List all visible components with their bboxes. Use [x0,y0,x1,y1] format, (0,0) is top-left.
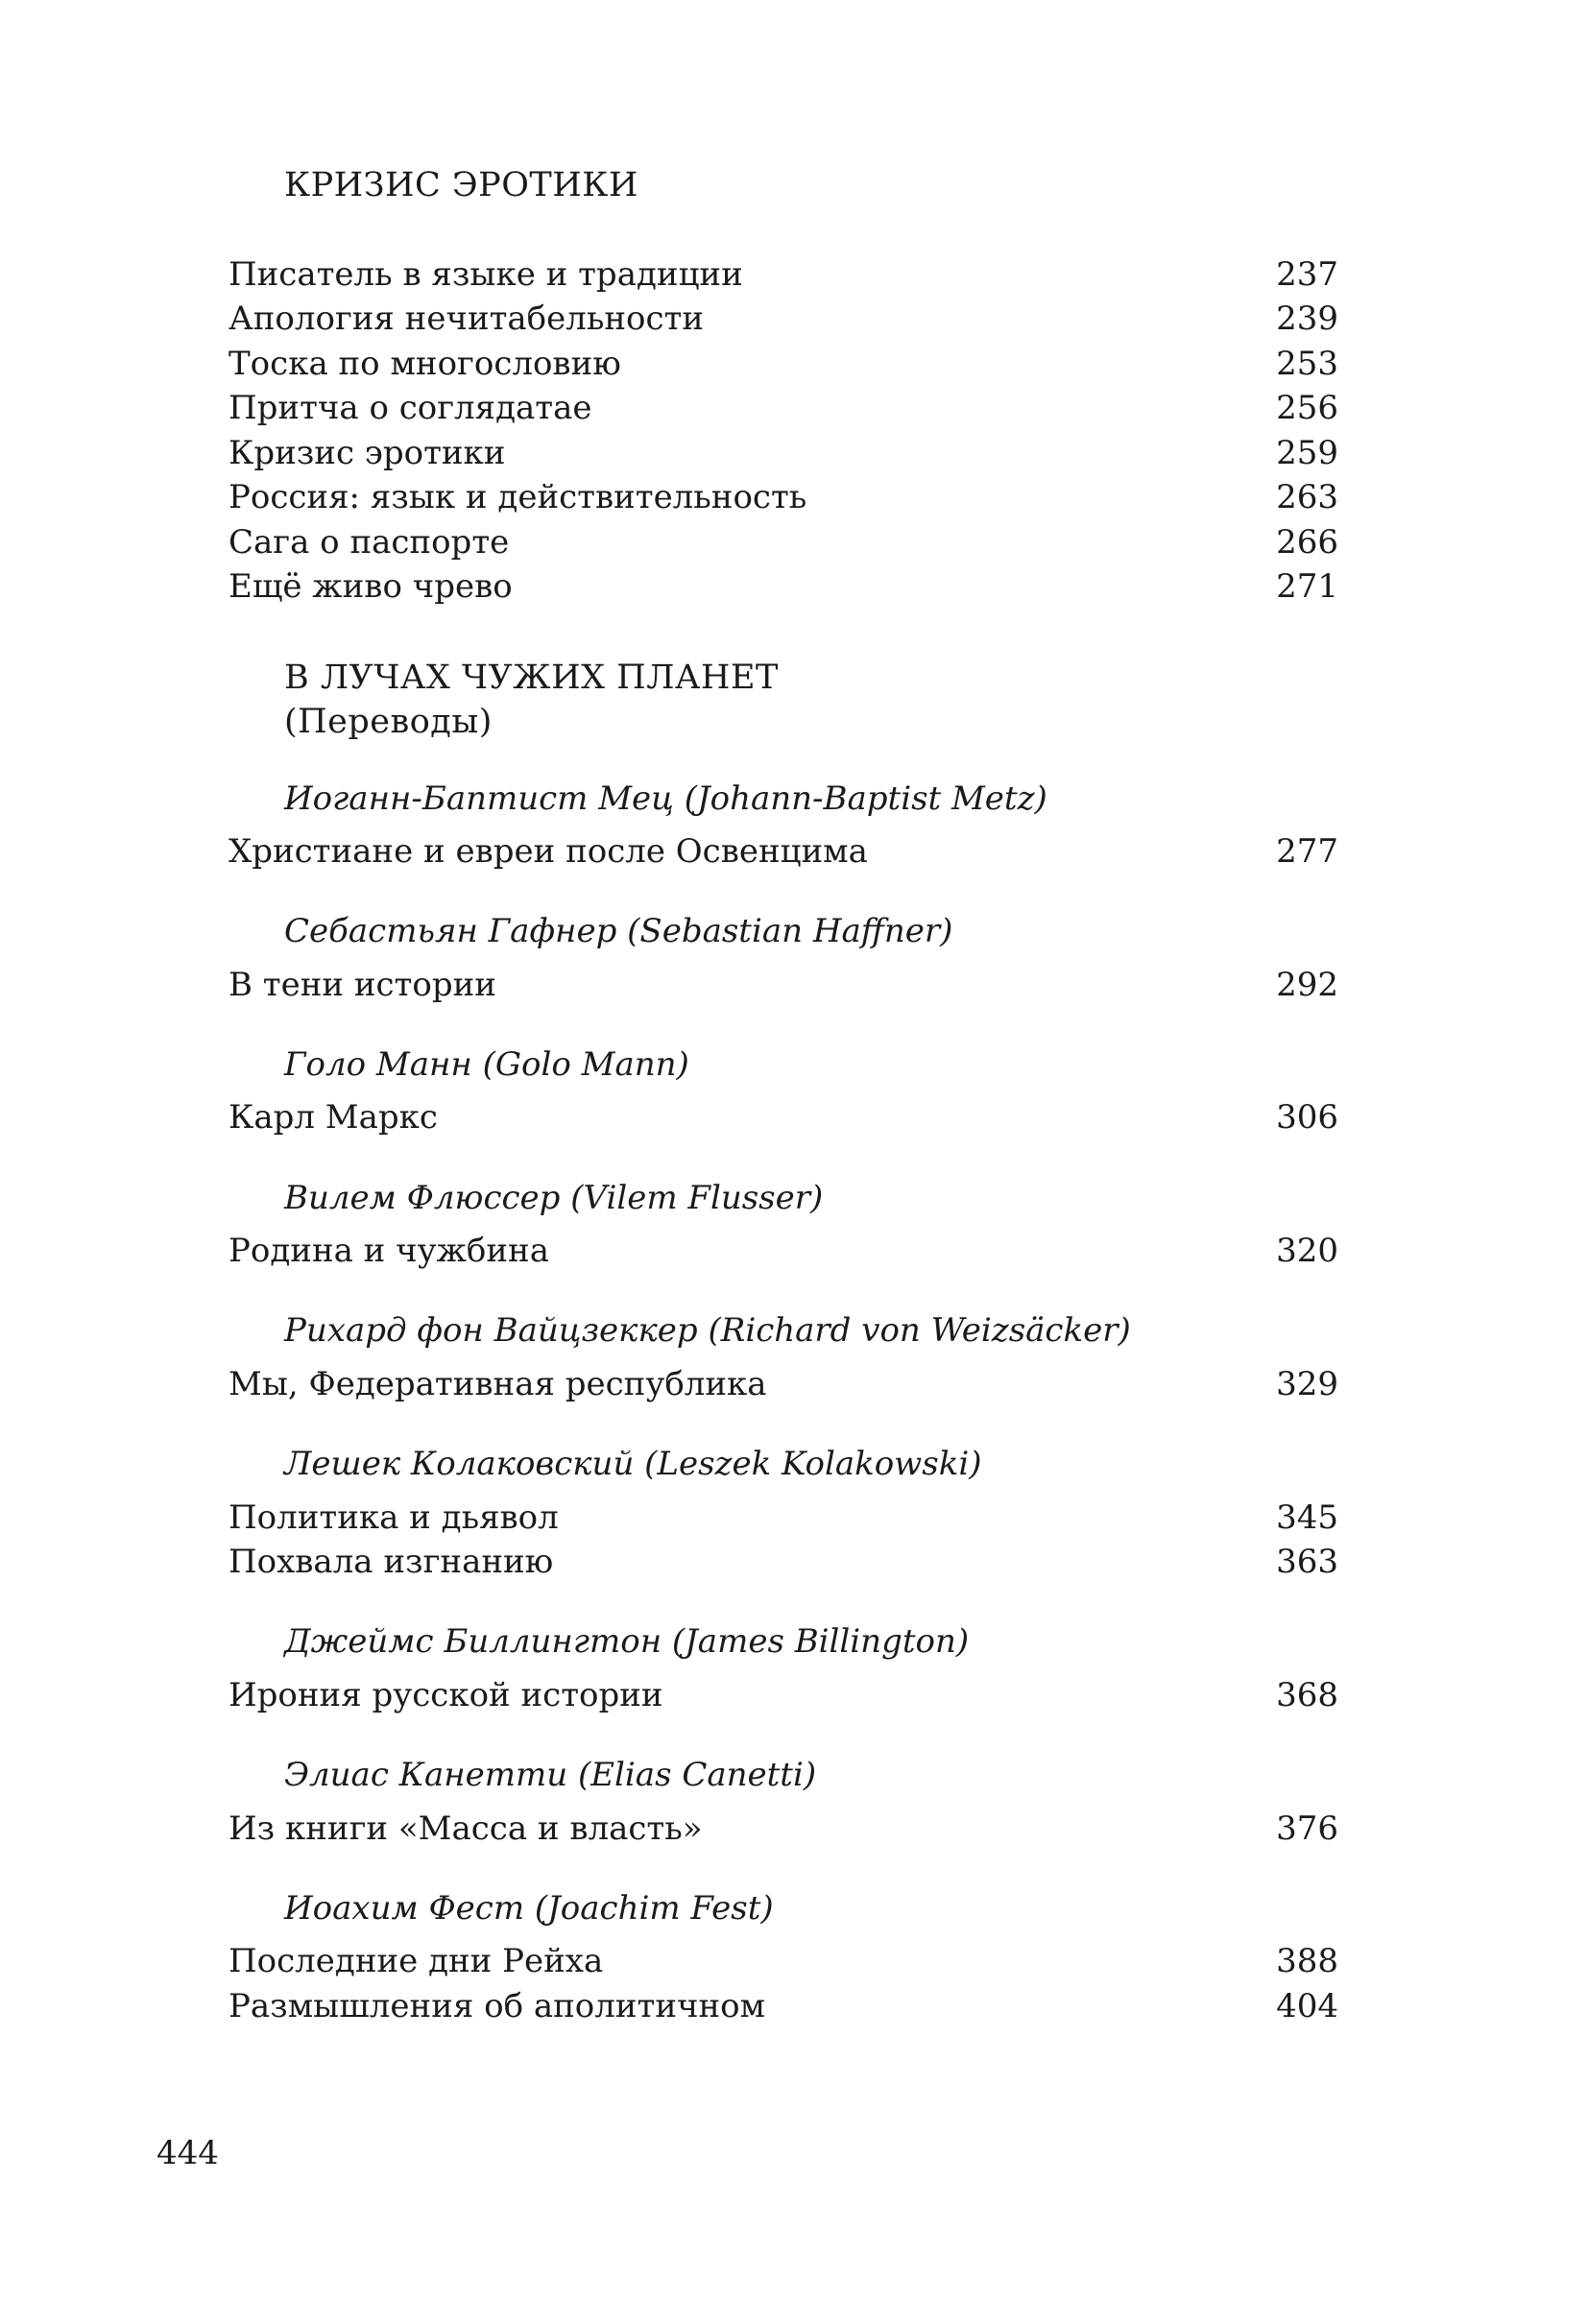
toc-entry-title: Ирония русской истории [229,1676,663,1714]
toc-entry-page: 345 [1276,1498,1338,1537]
toc-entry-title: Христиане и евреи после Освенцима [229,832,868,871]
toc-entry-title: Писатель в языке и традиции [229,255,743,294]
toc-entry-title: Апология нечитабельности [229,299,705,338]
author-name: Голо Манн (Golo Mann) [284,1045,689,1084]
toc-entry-title: В тени истории [229,966,496,1004]
toc-entry-title: Последние дни Рейха [229,1942,604,1980]
toc-entry-page: 368 [1276,1676,1338,1714]
toc-entry-title: Сага о паспорте [229,523,510,562]
toc-entry-page: 404 [1276,1987,1338,2025]
toc-entry-title: Кризис эротики [229,434,506,472]
author-name: Иоахим Фест (Joachim Fest) [284,1889,774,1928]
toc-entry-title: Ещё живо чрево [229,567,513,606]
author-name: Элиас Канетти (Elias Canetti) [284,1756,817,1794]
toc-entry-title: Мы, Федеративная республика [229,1365,767,1403]
page-number: 444 [156,2134,219,2172]
toc-entry-page: 329 [1276,1365,1338,1403]
toc-entry-title: Притча о соглядатае [229,389,592,427]
toc-entry-title: Похвала изгнанию [229,1543,554,1581]
toc-entry-title: Размышления об аполитичном [229,1987,766,2025]
toc-entry-page: 306 [1276,1098,1338,1137]
toc-entry-title: Тоска по многословию [229,345,621,383]
toc-entry-page: 263 [1276,478,1338,516]
toc-entry-title: Из книги «Масса и власть» [229,1809,703,1848]
toc-entry-page: 388 [1276,1942,1338,1980]
toc-entry-page: 266 [1276,523,1338,562]
toc-entry-page: 259 [1276,434,1338,472]
toc-entry-page: 320 [1276,1232,1338,1270]
toc-entry-page: 239 [1276,299,1338,338]
section-subheading-translations: (Переводы) [284,703,493,741]
toc-entry-page: 277 [1276,832,1338,871]
toc-entry-title: Россия: язык и действительность [229,478,807,516]
toc-entry-page: 271 [1276,567,1338,606]
toc-entry-page: 256 [1276,389,1338,427]
author-name: Себастьян Гафнер (Sebastian Haffner) [284,912,953,950]
section-heading-foreign-planets: В ЛУЧАХ ЧУЖИХ ПЛАНЕТ [284,659,779,697]
toc-entry-page: 237 [1276,255,1338,294]
toc-entry-title: Родина и чужбина [229,1232,549,1270]
toc-entry-page: 292 [1276,966,1338,1004]
author-name: Иоганн-Баптист Мец (Johann-Baptist Metz) [284,779,1047,818]
toc-entry-page: 363 [1276,1543,1338,1581]
toc-entry-title: Политика и дьявол [229,1498,559,1537]
author-name: Джеймс Биллингтон (James Billington) [284,1622,970,1661]
section-heading-crisis-of-erotics: КРИЗИС ЭРОТИКИ [284,166,638,204]
author-name: Рихард фон Вайцзеккер (Richard von Weizsäcker) [284,1311,1131,1350]
toc-entry-page: 253 [1276,345,1338,383]
toc-entry-title: Карл Маркс [229,1098,438,1137]
author-name: Вилем Флюссер (Vilem Flusser) [284,1179,824,1217]
toc-entry-page: 376 [1276,1809,1338,1848]
author-name: Лешек Колаковский (Leszek Kolakowski) [284,1445,982,1483]
